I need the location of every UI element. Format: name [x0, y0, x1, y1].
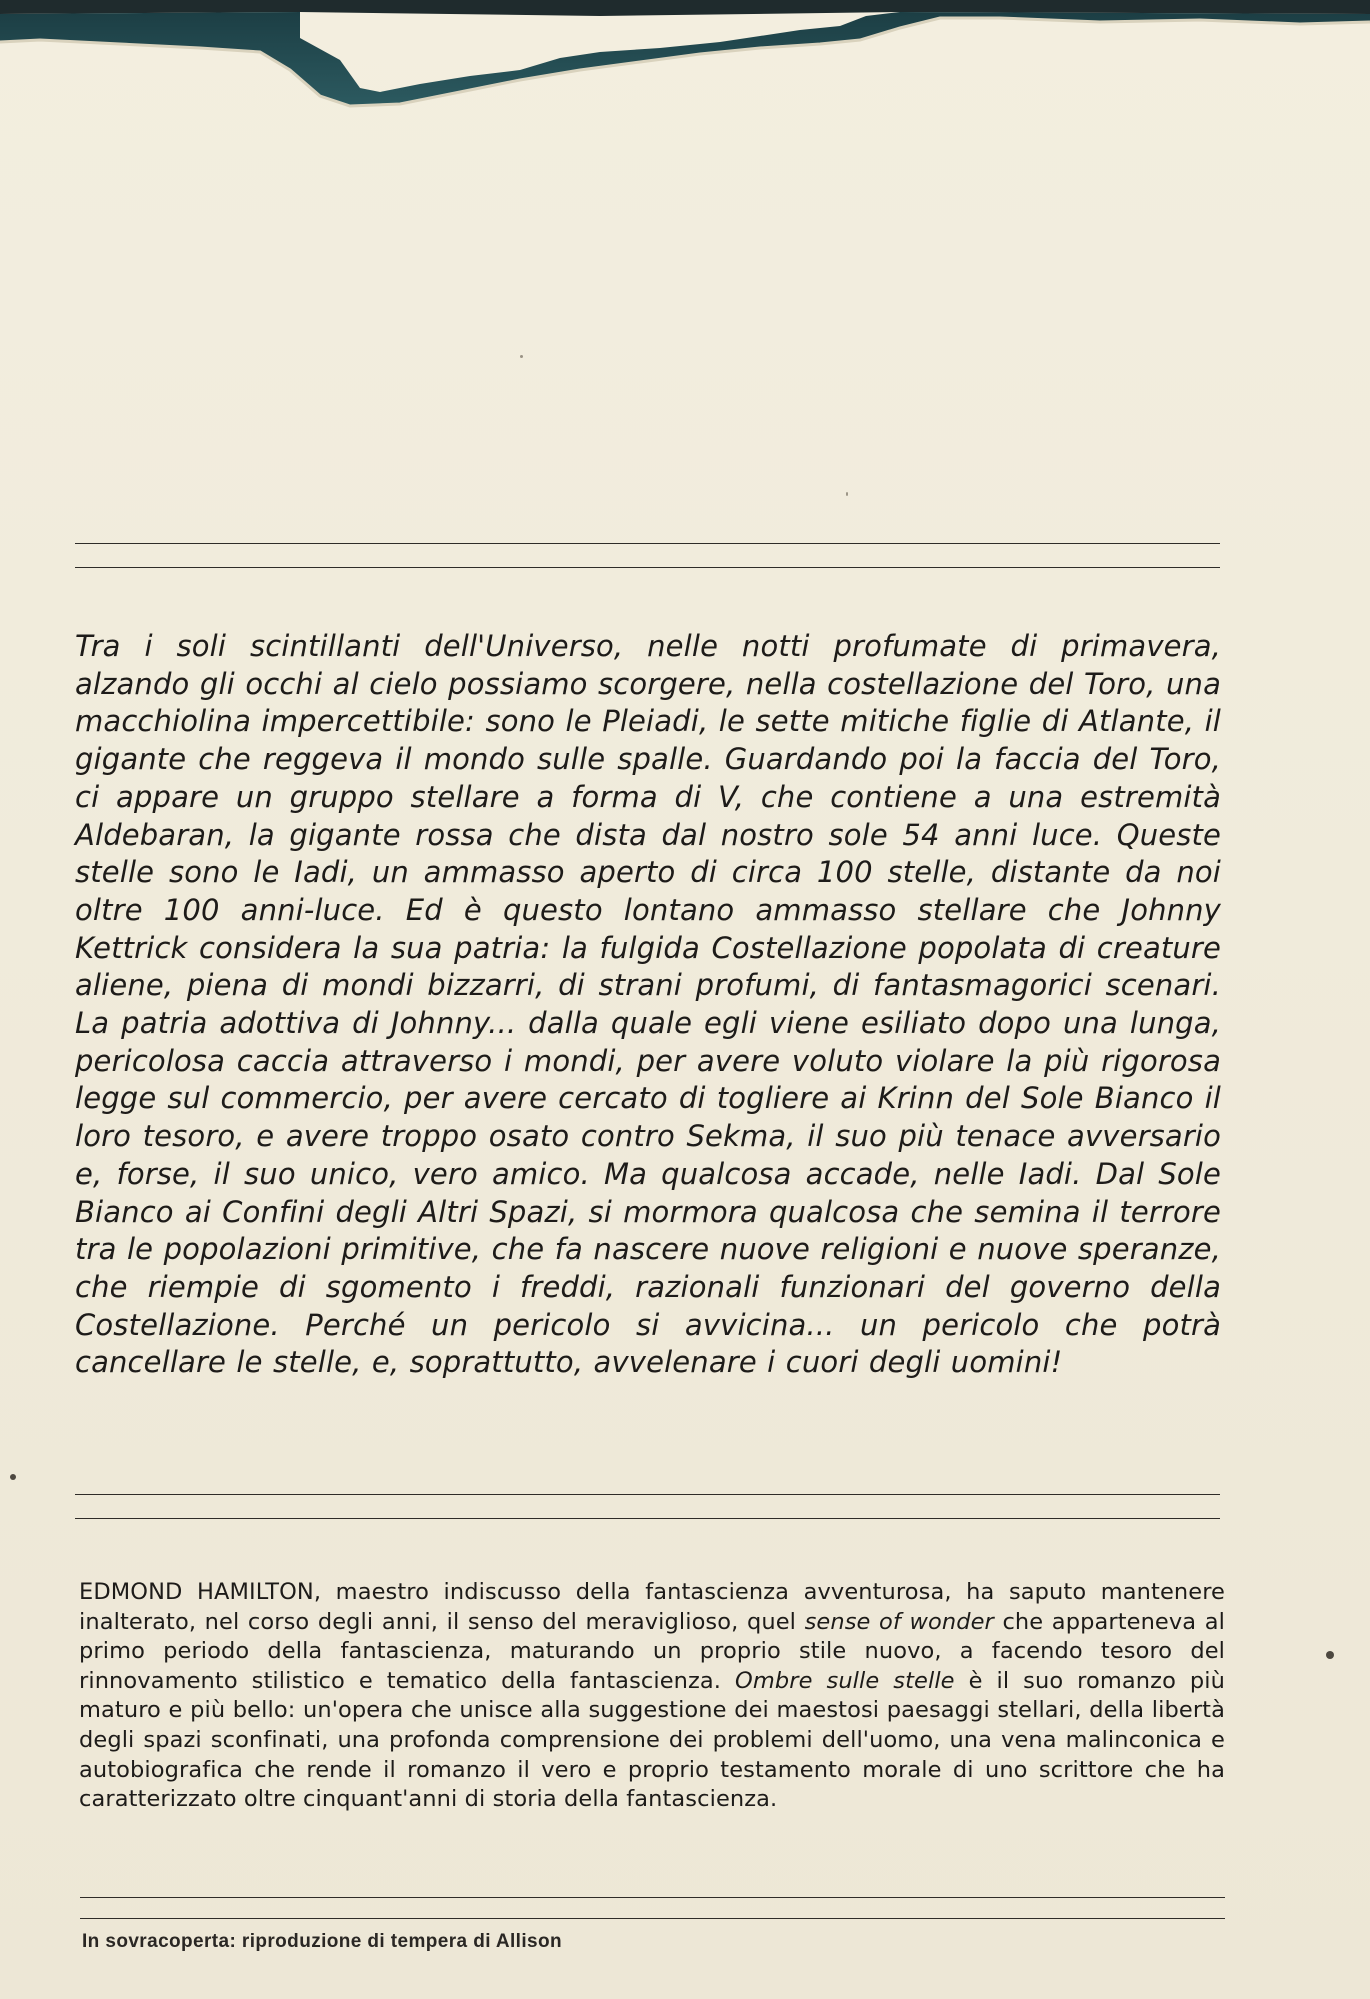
bio-italic-book-title: Ombre sulle stelle: [735, 1667, 955, 1694]
bio-text-3: è il suo romanzo più maturo e più bello: un'opera che unisce alla suggestione dei maestosi paesaggi stellari, della libertà degli spazi sconfinati, una profonda comprensione dei problemi dell'uomo, una vena malinconica e autobiografica che rende il romanzo il vero e proprio testamento morale di uno scrittore che ha caratterizzato oltre cinquant'anni di storia della fantascienza.: [79, 1667, 1225, 1813]
rule-mid-1: [75, 1494, 1220, 1495]
cover-art-credit: In sovracoperta: riproduzione di tempera di Allison: [82, 1931, 562, 1952]
bio-text-1: EDMOND HAMILTON, maestro indiscusso della fantascienza avventurosa, ha saputo mantenere inalterato, nel corso degli anni, il senso del meraviglioso, quel: [79, 1579, 1225, 1635]
author-bio-paragraph: [79, 1578, 1225, 1815]
paper-speck: [520, 355, 523, 358]
bio-italic-sense-of-wonder: sense of wonder: [804, 1608, 994, 1635]
paper-speck: [846, 492, 848, 496]
teal-cover-fragment: [0, 12, 1370, 106]
paper-speck: [10, 1474, 16, 1480]
paper-speck: [1326, 1651, 1334, 1659]
rule-bottom-1: [80, 1897, 1225, 1898]
rule-top-1: [75, 543, 1220, 544]
rule-top-2: [75, 567, 1220, 568]
torn-top-edge: [0, 0, 1370, 110]
rule-mid-2: [75, 1518, 1220, 1519]
rule-bottom-2: [80, 1918, 1225, 1919]
bio-text-2: che apparteneva al primo periodo della fantascienza, maturando un proprio stile nuovo, a facendo tesoro del rinnovamento stilistico e tematico della fantascienza.: [79, 1608, 1225, 1694]
synopsis-paragraph: Tra i soli scintillanti dell'Universo, nelle notti profumate di primavera, alzando gli occhi al cielo possiamo scorgere, nella costellazione del Toro, una macchiolina impercettibile: sono le Pleiadi, le sette mitiche figlie di Atlante, il gigante che reggeva il mondo sulle spalle. Guardando poi la faccia del Toro, ci appare un gruppo stellare a forma di V, che contiene a una estremità Aldebaran, la gigante rossa che dista dal nostro sole 54 anni luce. Queste stelle sono le Iadi, un ammasso aperto di circa 100 stelle, distante da noi oltre 100 anni-luce. Ed è questo lontano ammasso stellare che Johnny Kettrick considera la sua patria: la fulgida Costellazione popolata di creature aliene, piena di mondi bizzarri, di strani profumi, di fantasmagorici scenari. La patria adottiva di Johnny... dalla quale egli viene esiliato dopo una lunga, pericolosa caccia attraverso i mondi, per avere voluto violare la più rigorosa legge sul commercio, per avere cercato di togliere ai Krinn del Sole Bianco il loro tesoro, e avere troppo osato contro Sekma, il suo più tenace avversario e, forse, il suo unico, vero amico. Ma qualcosa accade, nelle Iadi. Dal Sole Bianco ai Confini degli Altri Spazi, si mormora qualcosa che semina il terrore tra le popolazioni primitive, che fa nascere nuove religioni e nuove speranze, che riempie di sgomento i freddi, razionali funzionari del governo della Costellazione. Perché un pericolo si avvicina... un pericolo che potrà cancellare le stelle, e, soprattutto, avvelenare i cuori degli uomini!: [75, 629, 1221, 1380]
